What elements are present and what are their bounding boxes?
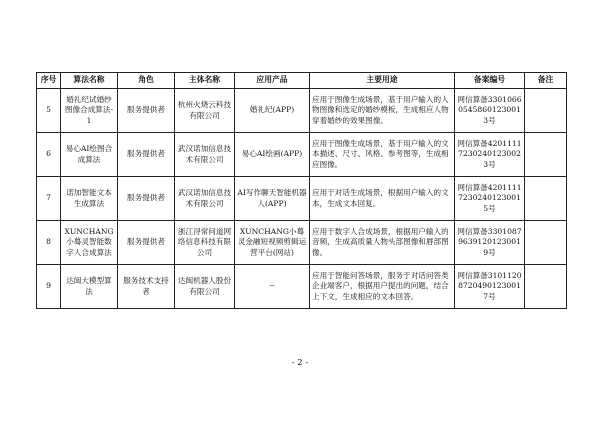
cell-algorithm-name: 达闼大模型算法 [61, 265, 118, 309]
header-role: 角色 [118, 73, 175, 89]
cell-role: 服务提供者 [118, 133, 175, 177]
cell-role: 服务提供者 [118, 177, 175, 221]
cell-usage: 应用于图像生成场景，基于用户输入的文本描述、尺寸、风格、参考图等，生成相应图像。 [310, 133, 455, 177]
header-usage: 主要用途 [310, 73, 455, 89]
cell-algorithm-name: XUNCHANG小蓦灵智能数字人合成算法 [61, 221, 118, 265]
cell-algorithm-name: 婚礼纪试婚纱图像合成算法-1 [61, 89, 118, 133]
cell-record-number: 网信算备330108796391201230019号 [455, 221, 525, 265]
cell-role: 服务技术支持者 [118, 265, 175, 309]
cell-note [525, 221, 567, 265]
cell-entity-name: 达闼机器人股份有限公司 [175, 265, 235, 309]
cell-algorithm-name: 诺加智能文本生成算法 [61, 177, 118, 221]
cell-note [525, 265, 567, 309]
header-algorithm-name: 算法名称 [61, 73, 118, 89]
cell-record-number: 网信算备310112087204901230017号 [455, 265, 525, 309]
cell-algorithm-name: 易心AI绘图合成算法 [61, 133, 118, 177]
header-product: 应用产品 [235, 73, 310, 89]
cell-index: 5 [37, 89, 61, 133]
cell-index: 7 [37, 177, 61, 221]
cell-index: 9 [37, 265, 61, 309]
cell-entity-name: 浙江浔常问道网络信息科技有限公司 [175, 221, 235, 265]
cell-entity-name: 武汉诺加信息技术有限公司 [175, 177, 235, 221]
page-number: - 2 - [291, 358, 309, 368]
cell-product: XUNCHANG小蓦灵金融短视频剪辑运营平台(网站) [235, 221, 310, 265]
cell-index: 6 [37, 133, 61, 177]
table-header-row [37, 73, 567, 89]
cell-product: -- [235, 265, 310, 309]
cell-note [525, 89, 567, 133]
cell-usage: 应用于图像生成场景，基于用户输入的人物图像和选定的婚纱模板，生成相应人物穿着婚纱的效果图像。 [310, 89, 455, 133]
header-index: 序号 [37, 73, 61, 89]
algorithm-registry-table [36, 72, 567, 309]
cell-product: 婚礼纪(APP) [235, 89, 310, 133]
cell-role: 服务提供者 [118, 89, 175, 133]
cell-index: 8 [37, 221, 61, 265]
cell-entity-name: 杭州火烧云科技有限公司 [175, 89, 235, 133]
cell-product: AI写作聊天智能机器人(APP) [235, 177, 310, 221]
cell-record-number: 网信算备330106605458601230013号 [455, 89, 525, 133]
cell-role: 服务提供者 [118, 221, 175, 265]
cell-usage: 应用于智能问答场景，服务于对话问答类企业端客户，根据用户提出的问题，结合上下文，生成相应的文本回答。 [310, 265, 455, 309]
table-row [37, 89, 567, 133]
cell-usage: 应用于数字人合成场景，根据用户输入的音频，生成高质量人物头部图像和唇部图像。 [310, 221, 455, 265]
cell-note [525, 177, 567, 221]
cell-record-number: 网信算备420111172302401230023号 [455, 133, 525, 177]
table-row [37, 265, 567, 309]
table-row [37, 221, 567, 265]
table-row [37, 133, 567, 177]
cell-note [525, 133, 567, 177]
header-entity-name: 主体名称 [175, 73, 235, 89]
cell-product: 易心AI绘画(APP) [235, 133, 310, 177]
cell-record-number: 网信算备420111172302401230015号 [455, 177, 525, 221]
header-record-number: 备案编号 [455, 73, 525, 89]
cell-usage: 应用于对话生成场景，根据用户输入的文本，生成文本回复。 [310, 177, 455, 221]
cell-entity-name: 武汉诺加信息技术有限公司 [175, 133, 235, 177]
header-note: 备注 [525, 73, 567, 89]
table-row [37, 177, 567, 221]
